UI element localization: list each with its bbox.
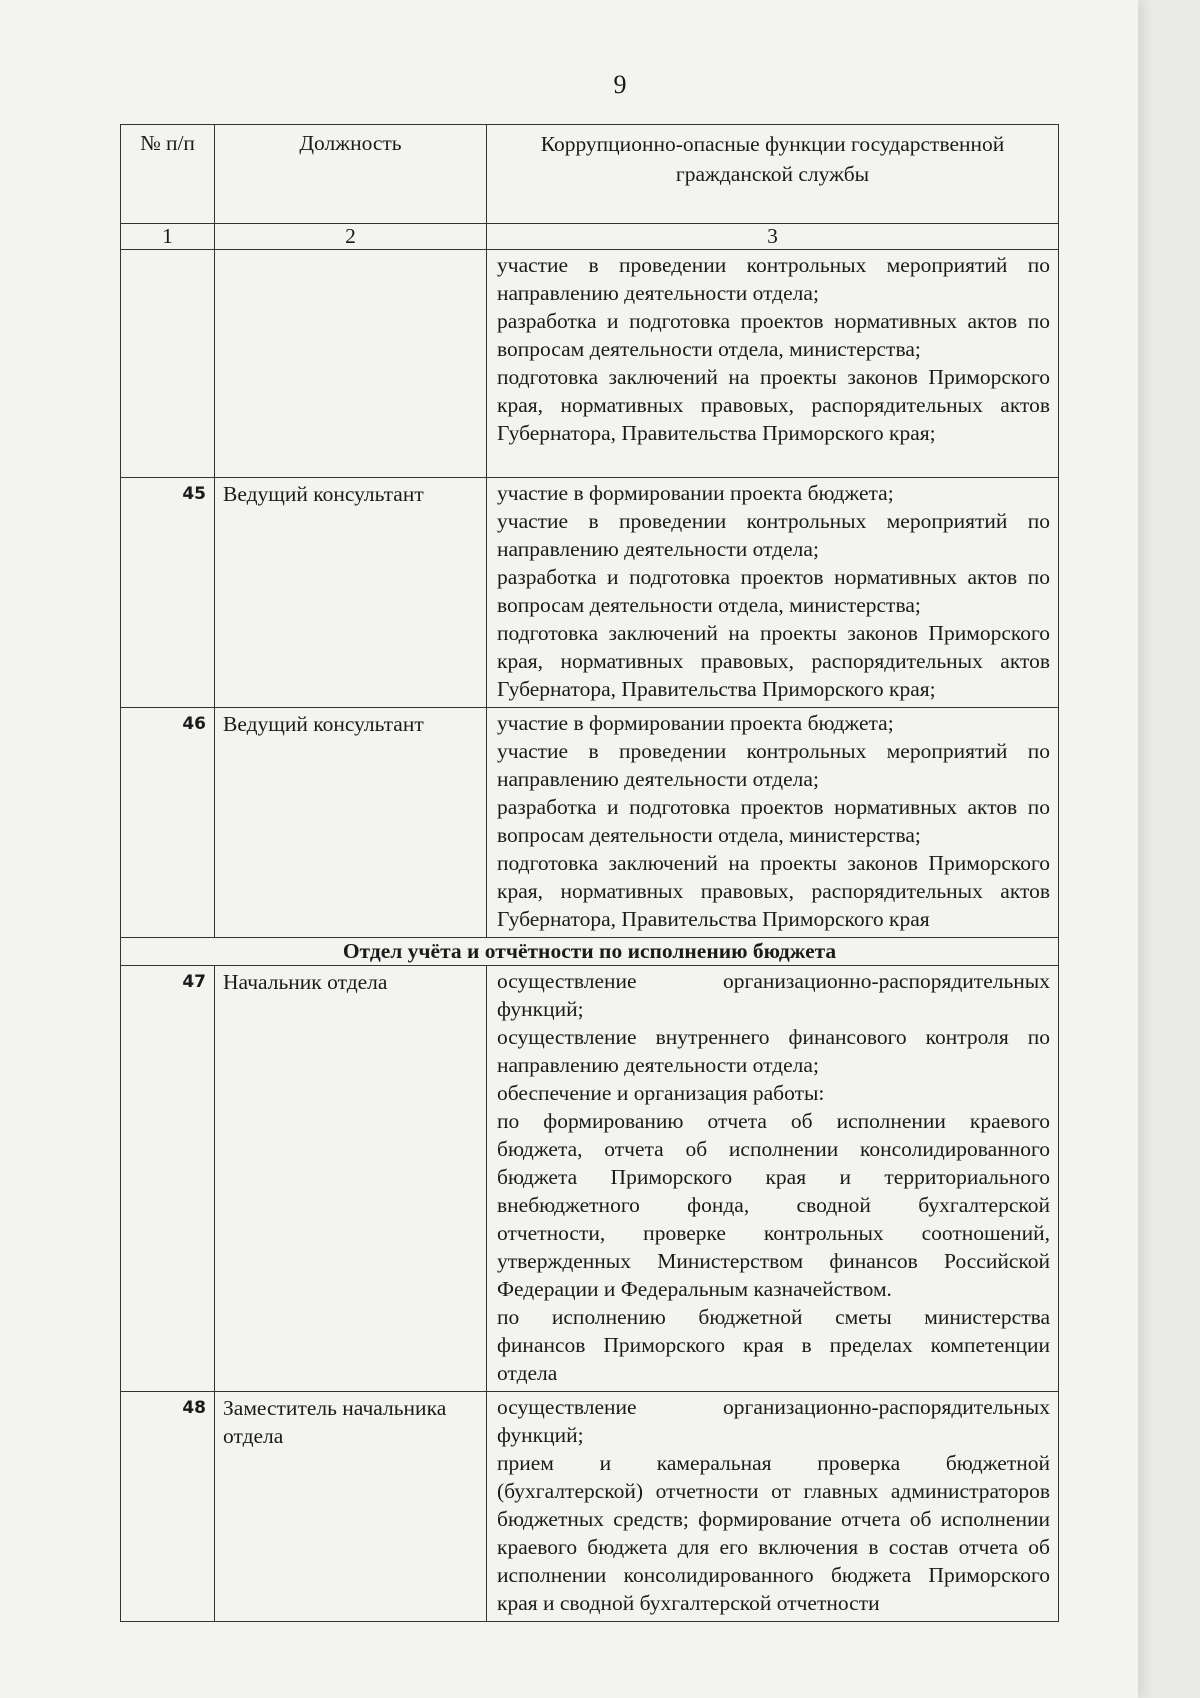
row-position [215, 250, 487, 478]
column-index-2: 2 [215, 224, 487, 250]
function-line: функций; [497, 1423, 584, 1447]
function-line: внебюджетного фонда, сводной бухгалтерской [497, 1193, 1050, 1217]
table-row [121, 1392, 1059, 1622]
section-title: Отдел учёта и отчётности по исполнению бюджета [121, 938, 1059, 966]
function-line: разработка и подготовка проектов нормативных актов по [497, 795, 1050, 819]
header-functions [487, 125, 1059, 224]
function-line: разработка и подготовка проектов нормативных актов по [497, 565, 1050, 589]
table-row [121, 478, 1059, 708]
functions-table [120, 124, 1059, 1622]
function-line: бюджетных средств; формирование отчета об исполнении [497, 1507, 1050, 1531]
page-number: 9 [613, 70, 627, 99]
row-number [121, 250, 215, 478]
function-line: направлению деятельности отдела; [497, 281, 819, 305]
function-line: направлению деятельности отдела; [497, 537, 819, 561]
row-functions [487, 708, 1059, 938]
function-line: подготовка заключений на проекты законов Приморского [497, 851, 1050, 875]
function-line: направлению деятельности отдела; [497, 1053, 819, 1077]
function-line: вопросам деятельности отдела, министерства; [497, 823, 921, 847]
function-line: (бухгалтерской) отчетности от главных администраторов [497, 1479, 1050, 1503]
function-line: Федерации и Федеральным казначейством. [497, 1277, 892, 1301]
function-line: вопросам деятельности отдела, министерства; [497, 337, 921, 361]
row-position: Начальник отдела [215, 966, 487, 1392]
function-line: края, нормативных правовых, распорядительных актов [497, 649, 1050, 673]
function-line: края, нормативных правовых, распорядительных актов [497, 393, 1050, 417]
header-functions-line-2: гражданской службы [675, 162, 870, 186]
row-position: Ведущий консультант [215, 478, 487, 708]
function-line: исполнении консолидированного бюджета Приморского [497, 1563, 1050, 1587]
header-functions-line-1: Коррупционно-опасные функции государственной [540, 132, 1005, 156]
row-position: Ведущий консультант [215, 708, 487, 938]
function-line: утвержденных Министерством финансов Российской [497, 1249, 1050, 1273]
header-position: Должность [215, 125, 487, 224]
function-line: участие в формировании проекта бюджета; [497, 481, 894, 505]
function-line: отчетности, проверке контрольных соотношений, [497, 1221, 1050, 1245]
column-index-row [121, 224, 1059, 250]
function-line: подготовка заключений на проекты законов Приморского [497, 365, 1050, 389]
function-line: участие в проведении контрольных мероприятий по [497, 253, 1050, 277]
function-line: бюджета, отчета об исполнении консолидированного [497, 1137, 1050, 1161]
function-line: участие в формировании проекта бюджета; [497, 711, 894, 735]
row-functions [487, 478, 1059, 708]
header-number: № п/п [121, 125, 215, 224]
function-line: Губернатора, Правительства Приморского края; [497, 677, 936, 701]
function-line: направлению деятельности отдела; [497, 767, 819, 791]
function-line: бюджета Приморского края и территориального [497, 1165, 1050, 1189]
function-line: финансов Приморского края в пределах компетенции [497, 1333, 1050, 1357]
function-line: края, нормативных правовых, распорядительных актов [497, 879, 1050, 903]
table-row-continuation [121, 250, 1059, 478]
function-line: разработка и подготовка проектов нормативных актов по [497, 309, 1050, 333]
column-index-3: 3 [487, 224, 1059, 250]
function-line: функций; [497, 997, 584, 1021]
function-line: участие в проведении контрольных мероприятий по [497, 739, 1050, 763]
function-line: вопросам деятельности отдела, министерства; [497, 593, 921, 617]
column-index-1: 1 [121, 224, 215, 250]
function-line: осуществление организационно-распорядительных [497, 969, 1050, 993]
section-row [121, 938, 1059, 966]
row-number: 45 [121, 478, 215, 708]
function-line: прием и камеральная проверка бюджетной [497, 1451, 1050, 1475]
row-position-line-1: Заместитель начальника [223, 1396, 447, 1420]
row-number: 48 [121, 1392, 215, 1622]
function-line: обеспечение и организация работы: [497, 1081, 825, 1105]
row-functions [487, 250, 1059, 478]
row-position-line-2: отдела [223, 1424, 284, 1448]
table-header-row [121, 125, 1059, 224]
function-line: краевого бюджета для его включения в состав отчета об [497, 1535, 1050, 1559]
row-functions [487, 966, 1059, 1392]
function-line: подготовка заключений на проекты законов Приморского [497, 621, 1050, 645]
row-position [215, 1392, 487, 1622]
table-row [121, 966, 1059, 1392]
row-number: 46 [121, 708, 215, 938]
function-line: по формированию отчета об исполнении краевого [497, 1109, 1050, 1133]
row-number: 47 [121, 966, 215, 1392]
function-line: Губернатора, Правительства Приморского края; [497, 421, 936, 445]
function-line: края и сводной бухгалтерской отчетности [497, 1591, 880, 1615]
function-line: осуществление организационно-распорядительных [497, 1395, 1050, 1419]
function-line: осуществление внутреннего финансового контроля по [497, 1025, 1050, 1049]
function-line: Губернатора, Правительства Приморского края [497, 907, 930, 931]
table-row [121, 708, 1059, 938]
function-line: отдела [497, 1361, 558, 1385]
function-line: по исполнению бюджетной сметы министерства [497, 1305, 1050, 1329]
row-functions [487, 1392, 1059, 1622]
function-line: участие в проведении контрольных мероприятий по [497, 509, 1050, 533]
